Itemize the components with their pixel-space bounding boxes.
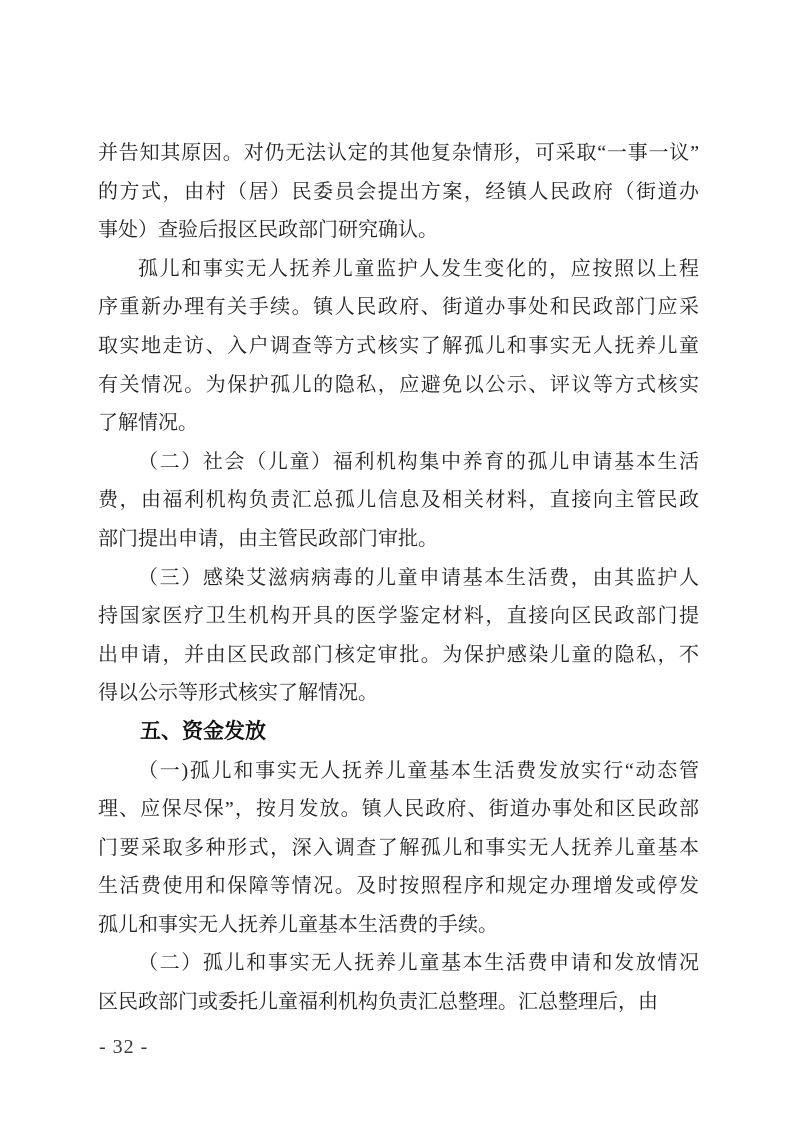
- text-line: （二）社会（儿童）福利机构集中养育的孤儿申请基本生活: [138, 450, 699, 473]
- text-line: 门要采取多种形式，深入调查了解孤儿和事实无人抚养儿童基本: [98, 836, 699, 859]
- paragraph: [98, 944, 699, 1021]
- text-line: 理、应保尽保”，按月发放。镇人民政府、街道办事处和区民政部: [98, 798, 699, 821]
- paragraph: [98, 250, 699, 443]
- text-line: 并告知其原因。对仍无法认定的其他复杂情形，可采取“一事一议”: [98, 142, 699, 164]
- text-line: 事处）查验后报区民政部门研究确认。: [98, 219, 438, 242]
- text-line: 孤儿和事实无人抚养儿童监护人发生变化的，应按照以上程: [138, 257, 699, 280]
- paragraph: [98, 559, 699, 713]
- text-line: 有关情况。为保护孤儿的隐私，应避免以公示、评议等方式核实: [98, 373, 699, 396]
- text-line: 孤儿和事实无人抚养儿童基本生活费的手续。: [98, 913, 498, 936]
- text-line: 持国家医疗卫生机构开具的医学鉴定材料，直接向区民政部门提: [98, 605, 699, 628]
- text-line: 得以公示等形式核实了解情况。: [98, 682, 378, 705]
- text-line: 部门提出申请，由主管民政部门审批。: [98, 527, 438, 550]
- paragraph: [98, 134, 699, 250]
- page-footer: [99, 1033, 148, 1061]
- paragraph: [98, 752, 699, 945]
- text-line: 的方式，由村（居）民委员会提出方案，经镇人民政府（街道办: [98, 180, 699, 203]
- text-line: 生活费使用和保障等情况。及时按照程序和规定办理增发或停发: [98, 875, 699, 898]
- document-body: [98, 134, 699, 1022]
- text-line: 取实地走访、入户调查等方式核实了解孤儿和事实无人抚养儿童: [98, 334, 699, 357]
- text-line: 区民政部门或委托儿童福利机构负责汇总整理。汇总整理后，由: [98, 991, 658, 1014]
- text-line: （三）感染艾滋病病毒的儿童申请基本生活费，由其监护人: [138, 566, 699, 589]
- section-heading: [98, 713, 699, 752]
- paragraph: [98, 443, 699, 559]
- text-line: 费，由福利机构负责汇总孤儿信息及相关材料，直接向主管民政: [98, 489, 699, 512]
- text-line: （二）孤儿和事实无人抚养儿童基本生活费申请和发放情况: [138, 952, 699, 975]
- text-line: 序重新办理有关手续。镇人民政府、街道办事处和民政部门应采: [98, 296, 699, 319]
- page-number: - 32 -: [99, 1036, 149, 1058]
- text-line: （一)孤儿和事实无人抚养儿童基本生活费发放实行“动态管: [138, 759, 699, 782]
- text-line: 了解情况。: [98, 412, 198, 435]
- text-line: 出申请，并由区民政部门核定审批。为保护感染儿童的隐私，不: [98, 643, 699, 666]
- text-line: 五、资金发放: [140, 719, 266, 743]
